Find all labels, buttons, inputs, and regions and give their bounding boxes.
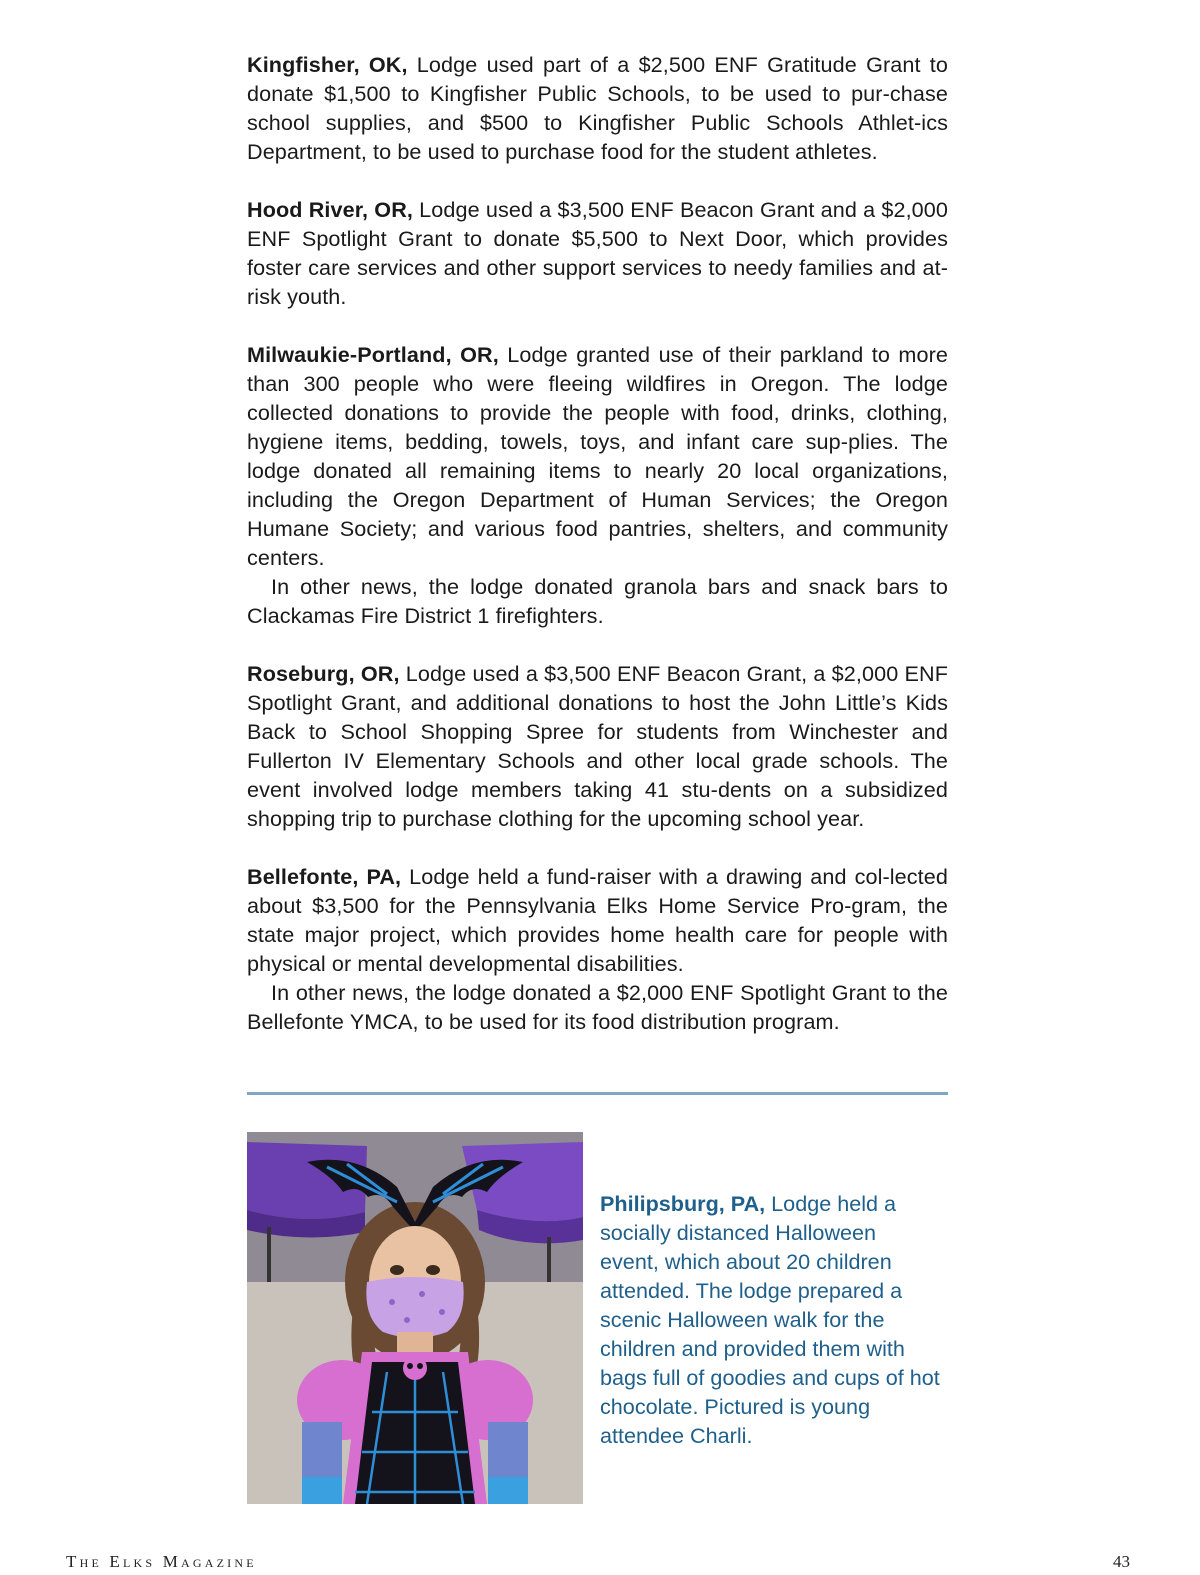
article-hood-river (247, 195, 948, 311)
article-body-continued: In other news, the lodge donated granola bars and snack bars to Clackamas Fire District 1 firefighters. (247, 574, 948, 628)
article-location: Bellefonte, PA, (247, 864, 402, 889)
article-body: Lodge granted use of their parkland to more than 300 people who were fleeing wildfires in Oregon. The lodge collected donations to provide the people with food, drinks, clothing, hygiene items, bedding, towels, toys, and infant care sup-plies. The lodge donated all remaining items to nearly 20 local organizations, including the Oregon Department of Human Services; the Oregon Humane Society; and various food pantries, shelters, and community centers. (247, 342, 948, 570)
article-column (247, 50, 948, 1065)
article-body: Lodge used a $3,500 ENF Beacon Grant, a $2,000 ENF Spotlight Grant, and additional donations to host the John Little’s Kids Back to School Shopping Spree for students from Winchester and Fullerton IV Elementary Schools and other local grade schools. The event involved lodge members taking 41 stu-dents on a subsidized shopping trip to purchase clothing for the upcoming school year. (247, 661, 948, 831)
section-divider (247, 1092, 948, 1095)
photo-charli-halloween (247, 1132, 583, 1504)
article-roseburg (247, 659, 948, 833)
article-body-continued: In other news, the lodge donated a $2,000 ENF Spotlight Grant to the Bellefonte YMCA, to be used for its food distribution program. (247, 980, 948, 1034)
article-bellefonte (247, 862, 948, 1036)
article-location: Kingfisher, OK, (247, 52, 408, 77)
article-body: Lodge held a fund-raiser with a drawing and col-lected about $3,500 for the Pennsylvania Elks Home Service Pro-gram, the state major project, which provides home health care for people with physical or mental developmental disabilities. (247, 864, 948, 976)
article-body: Lodge used a $3,500 ENF Beacon Grant and a $2,000 ENF Spotlight Grant to donate $5,500 to Next Door, which provides foster care services and other support services to needy families and at-risk youth. (247, 197, 948, 309)
page-number: 43 (1113, 1552, 1130, 1571)
article-kingfisher (247, 50, 948, 166)
article-location: Roseburg, OR, (247, 661, 400, 686)
photo-caption (600, 1189, 940, 1450)
article-milwaukie-portland (247, 340, 948, 630)
caption-location: Philipsburg, PA, (600, 1191, 766, 1216)
article-body: Lodge used part of a $2,500 ENF Gratitude Grant to donate $1,500 to Kingfisher Public Schools, to be used to pur-chase school supplies, and $500 to Kingfisher Public Schools Athlet-ics Department, to be used to purchase food for the student athletes. (247, 52, 948, 164)
caption-body: Lodge held a socially distanced Halloween event, which about 20 children attended. The lodge prepared a scenic Halloween walk for the children and provided them with bags full of goodies and cups of hot chocolate. Pictured is young attendee Charli. (600, 1191, 940, 1448)
article-location: Hood River, OR, (247, 197, 413, 222)
magazine-title: The Elks Magazine (66, 1552, 257, 1571)
article-location: Milwaukie-Portland, OR, (247, 342, 499, 367)
